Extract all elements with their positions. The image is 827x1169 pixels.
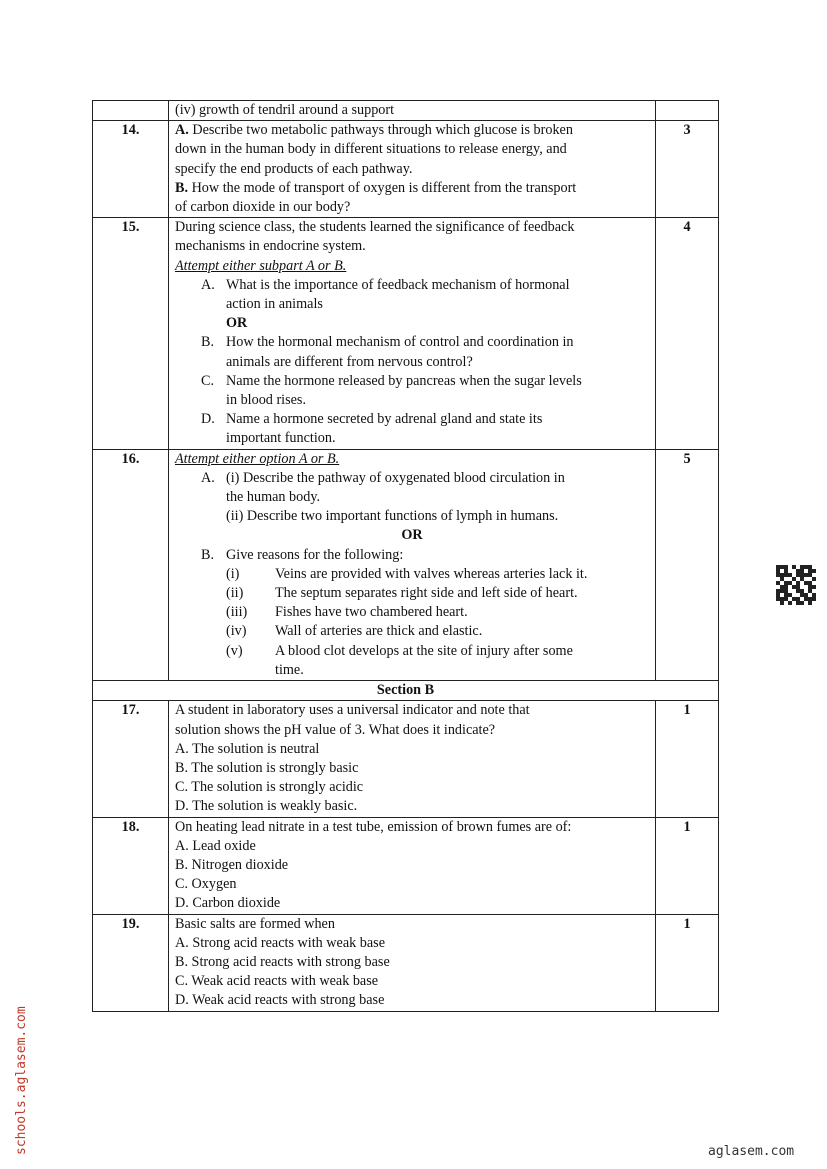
line-text: A. Lead oxide	[175, 837, 256, 854]
line-text: of carbon dioxide in our body?	[175, 199, 351, 216]
marks: 5	[656, 449, 719, 680]
text-line	[175, 894, 649, 913]
line-text: B. The solution is strongly basic	[175, 759, 359, 776]
marks: 1	[656, 701, 719, 817]
text-line	[175, 469, 649, 488]
line-text: On heating lead nitrate in a test tube, emission of brown fumes are of:	[175, 818, 572, 835]
table-row	[93, 681, 719, 701]
text-line	[175, 818, 649, 837]
question-text	[169, 121, 656, 218]
text-line	[175, 837, 649, 856]
line-text: in blood rises.	[226, 392, 306, 409]
text-line	[175, 140, 649, 159]
option-label: B.	[201, 334, 215, 351]
question-number: 18.	[93, 817, 169, 914]
text-line	[175, 410, 649, 429]
line-text: Wall of arteries are thick and elastic.	[275, 623, 483, 640]
line-text: D. The solution is weakly basic.	[175, 798, 358, 815]
line-text: A. The solution is neutral	[175, 740, 320, 757]
text-line	[175, 429, 649, 448]
question-text	[169, 449, 656, 680]
qr-code-icon[interactable]	[776, 565, 816, 605]
line-text: animals are different from nervous control?	[226, 353, 473, 370]
text-line	[175, 121, 649, 140]
roman-numeral: (ii)	[226, 585, 244, 602]
line-text: A student in laboratory uses a universal indicator and note that	[175, 702, 530, 719]
text-line	[175, 276, 649, 295]
line-text: (iv) growth of tendril around a support	[175, 102, 395, 118]
option-label: A.	[201, 276, 215, 293]
text-line	[175, 160, 649, 179]
text-line	[175, 701, 649, 720]
question-number: 15.	[93, 218, 169, 449]
roman-numeral: (iv)	[226, 623, 247, 640]
text-line	[175, 915, 649, 934]
table-row	[93, 701, 719, 817]
text-line	[175, 721, 649, 740]
question-text	[169, 817, 656, 914]
line-text: A. Strong acid reacts with weak base	[175, 934, 385, 951]
table-row	[93, 817, 719, 914]
text-line	[175, 507, 649, 526]
marks: 1	[656, 817, 719, 914]
table-row	[93, 449, 719, 680]
text-line	[175, 972, 649, 991]
text-line	[175, 797, 649, 816]
question-number: 17.	[93, 701, 169, 817]
line-text: C. Oxygen	[175, 876, 237, 893]
side-watermark: schools.aglasem.com	[14, 1006, 29, 1155]
instruction-text: Attempt either option A or B.	[175, 450, 340, 467]
line-text: (ii) Describe two important functions of lymph in humans.	[226, 508, 559, 525]
text-line	[175, 101, 649, 120]
text-line	[175, 622, 649, 641]
roman-numeral: (iii)	[226, 604, 248, 621]
text-line	[175, 642, 649, 661]
text-line	[175, 450, 649, 469]
line-text: B. Nitrogen dioxide	[175, 856, 289, 873]
line-text: Give reasons for the following:	[226, 546, 404, 563]
line-text: During science class, the students learned the significance of feedback	[175, 219, 575, 236]
text-line	[175, 740, 649, 759]
marks: 1	[656, 914, 719, 1011]
roman-numeral: (i)	[226, 565, 240, 582]
option-label: A.	[201, 469, 215, 486]
line-text: the human body.	[226, 489, 321, 506]
text-line	[175, 314, 649, 333]
text-line	[175, 856, 649, 875]
text-line	[175, 526, 649, 545]
line-text: Basic salts are formed when	[175, 915, 335, 932]
text-line	[175, 953, 649, 972]
text-line	[175, 295, 649, 314]
line-text: C. The solution is strongly acidic	[175, 779, 364, 796]
line-text: How the hormonal mechanism of control and coordination in	[226, 334, 574, 351]
line-text: solution shows the pH value of 3. What does it indicate?	[175, 721, 496, 738]
text-line	[175, 759, 649, 778]
table-row	[93, 914, 719, 1011]
question-number: 19.	[93, 914, 169, 1011]
question-number: 16.	[93, 449, 169, 680]
line-text: A blood clot develops at the site of injury after some	[275, 642, 573, 659]
line-text: Name a hormone secreted by adrenal gland and state its	[226, 411, 543, 428]
option-label: B.	[201, 546, 215, 563]
line-text: (i) Describe the pathway of oxygenated blood circulation in	[226, 469, 565, 486]
line-text: specify the end products of each pathway.	[175, 160, 413, 177]
text-line	[175, 584, 649, 603]
text-line	[175, 353, 649, 372]
line-text: action in animals	[226, 296, 323, 313]
line-text: D. Weak acid reacts with strong base	[175, 992, 385, 1009]
line-text: mechanisms in endocrine system.	[175, 238, 366, 255]
table-row	[93, 121, 719, 218]
text-line	[175, 778, 649, 797]
line-text: Veins are provided with valves whereas arteries lack it.	[275, 565, 588, 582]
footer-site: aglasem.com	[708, 1144, 795, 1159]
line-text: What is the importance of feedback mechanism of hormonal	[226, 276, 570, 293]
bold-label: OR	[401, 527, 423, 544]
marks: 3	[656, 121, 719, 218]
line-text: C. Weak acid reacts with weak base	[175, 973, 379, 990]
text-line	[175, 565, 649, 584]
text-line	[175, 391, 649, 410]
text-line	[175, 372, 649, 391]
text-line	[175, 198, 649, 217]
text-line	[175, 603, 649, 622]
question-text	[169, 701, 656, 817]
question-text	[169, 101, 656, 121]
question-text	[169, 914, 656, 1011]
bold-label: OR	[226, 315, 248, 332]
text-line	[175, 546, 649, 565]
marks: 4	[656, 218, 719, 449]
text-line	[175, 991, 649, 1010]
text-line	[175, 333, 649, 352]
table-row	[93, 218, 719, 449]
bold-label: A.	[175, 122, 189, 139]
text-line	[175, 875, 649, 894]
section-heading: Section B	[93, 681, 719, 701]
line-text: D. Carbon dioxide	[175, 895, 281, 912]
question-number	[93, 101, 169, 121]
line-text: important function.	[226, 430, 336, 447]
line-text: time.	[275, 661, 304, 678]
table-row	[93, 101, 719, 121]
bold-label: B.	[175, 179, 189, 196]
line-text: Fishes have two chambered heart.	[275, 604, 468, 621]
text-line	[175, 218, 649, 237]
question-table	[92, 100, 719, 1012]
text-line	[175, 179, 649, 198]
text-line	[175, 934, 649, 953]
roman-numeral: (v)	[226, 642, 243, 659]
option-label: C.	[201, 372, 215, 389]
text-line	[175, 488, 649, 507]
question-text	[169, 218, 656, 449]
line-text: B. Strong acid reacts with strong base	[175, 953, 390, 970]
line-text: down in the human body in different situations to release energy, and	[175, 141, 567, 158]
text-line	[175, 257, 649, 276]
text-line	[175, 661, 649, 680]
option-label: D.	[201, 411, 215, 428]
line-text: Name the hormone released by pancreas when the sugar levels	[226, 372, 582, 389]
text-line	[175, 237, 649, 256]
marks	[656, 101, 719, 121]
instruction-text: Attempt either subpart A or B.	[175, 257, 347, 274]
line-text: Describe two metabolic pathways through which glucose is broken	[188, 122, 573, 139]
question-number: 14.	[93, 121, 169, 218]
line-text: The septum separates right side and left side of heart.	[275, 585, 578, 602]
line-text: How the mode of transport of oxygen is different from the transport	[188, 179, 577, 196]
